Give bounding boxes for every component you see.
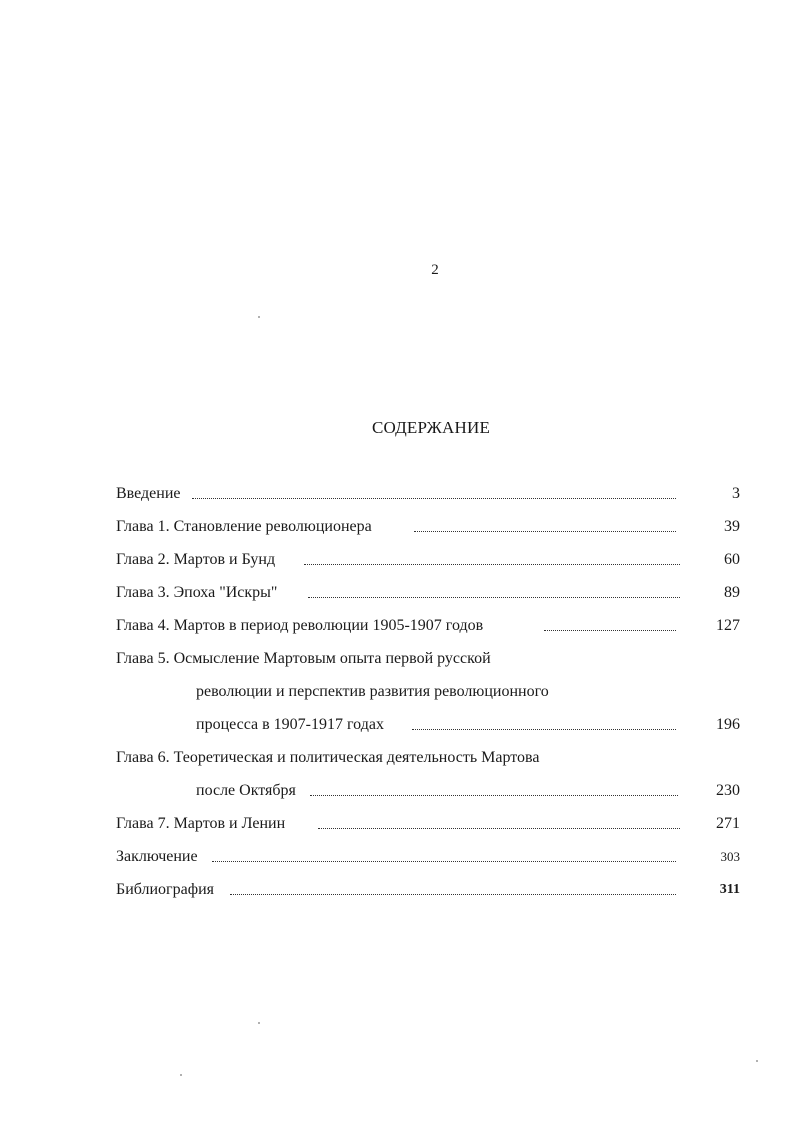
toc-entry-label: Глава 1. Становление революционера <box>116 515 372 539</box>
dot-leader <box>308 597 680 598</box>
toc-entry-chapter-2 <box>116 548 740 581</box>
toc-title: СОДЕРЖАНИЕ <box>371 418 491 437</box>
toc-entry-page: 196 <box>716 716 740 733</box>
toc-entry-chapter-5-line-2 <box>116 680 740 713</box>
dot-leader <box>192 498 676 499</box>
dot-leader <box>544 630 676 631</box>
scan-speck <box>180 1074 182 1076</box>
toc-entry-page: 89 <box>724 584 740 601</box>
toc-entry-label: Глава 3. Эпоха "Искры" <box>116 581 277 605</box>
toc-entry-label-continued: процесса в 1907-1917 годах <box>196 713 384 737</box>
toc-entry-chapter-7 <box>116 812 740 845</box>
toc-entry-page: 127 <box>716 617 740 634</box>
toc-entry-page: 303 <box>720 849 740 864</box>
toc-entry-chapter-3 <box>116 581 740 614</box>
toc-entry-label: Глава 5. Осмысление Мартовым опыта первой русской <box>116 647 491 671</box>
toc-entry-page: 39 <box>724 518 740 535</box>
dot-leader <box>230 894 676 895</box>
toc-entry-chapter-6-line-1 <box>116 746 740 779</box>
dot-leader <box>310 795 678 796</box>
toc-entry-page: 271 <box>716 815 740 832</box>
dot-leader <box>412 729 676 730</box>
scan-speck <box>258 1022 260 1024</box>
toc-entry-chapter-5-line-3 <box>116 713 740 746</box>
page-number: 2 <box>431 262 439 278</box>
toc-entry-label: Глава 6. Теоретическая и политическая деятельность Мартова <box>116 746 539 770</box>
scan-speck <box>258 316 260 318</box>
toc-entry-label: Заключение <box>116 845 198 869</box>
toc-entry-chapter-5-line-1 <box>116 647 740 680</box>
toc-entry-chapter-1 <box>116 515 740 548</box>
dot-leader <box>414 531 676 532</box>
scan-speck <box>756 1060 758 1062</box>
toc-entry-conclusion <box>116 845 740 878</box>
toc-entry-page: 230 <box>716 782 740 799</box>
dot-leader <box>304 564 680 565</box>
toc-entry-page: 3 <box>732 485 740 502</box>
dot-leader <box>212 861 676 862</box>
toc-entry-page: 311 <box>719 882 740 897</box>
dot-leader <box>318 828 680 829</box>
toc-entry-label: Глава 2. Мартов и Бунд <box>116 548 275 572</box>
toc-entry-label: Глава 7. Мартов и Ленин <box>116 812 285 836</box>
toc-entry-label-continued: революции и перспектив развития революционного <box>196 680 549 704</box>
toc-entry-introduction <box>116 482 740 515</box>
toc-entry-chapter-4 <box>116 614 740 647</box>
toc-entry-page: 60 <box>724 551 740 568</box>
table-of-contents <box>116 482 740 911</box>
toc-entry-label: Библиография <box>116 878 214 902</box>
toc-entry-bibliography <box>116 878 740 911</box>
toc-entry-label-continued: после Октября <box>196 779 296 803</box>
toc-entry-label: Введение <box>116 482 181 506</box>
toc-entry-chapter-6-line-2 <box>116 779 740 812</box>
toc-entry-label: Глава 4. Мартов в период революции 1905-1907 годов <box>116 614 483 638</box>
